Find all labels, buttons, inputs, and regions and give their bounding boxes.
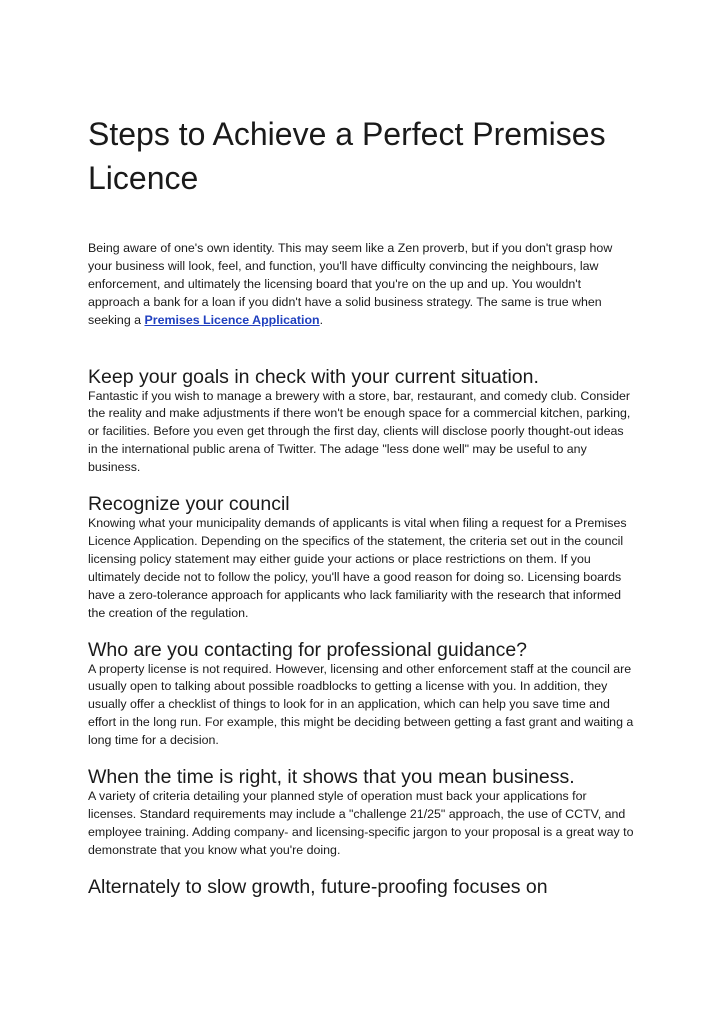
intro-text: Being aware of one's own identity. This may seem like a Zen proverb, but if you don't grasp how your business will look, feel, and function, you'll have difficulty convincing the neighbours, law enforcement, and ultimately the licensing board that you're on the up and up. You wouldn't approach a bank for a loan if you didn't have a solid business strategy. The same is true when seeking a — [88, 241, 613, 327]
page-title: Steps to Achieve a Perfect Premises Licence — [88, 116, 606, 196]
section-body: Knowing what your municipality demands of applicants is vital when filing a request for a Premises Licence Application. Depending on the specifics of the statement, the criteria set out in the council licensing policy statement may either guide your actions or place restrictions on them. If you ultimately decide not to follow the policy, you'll have a good reason for doing so. Licensing boards have a zero-tolerance approach for applicants who lack familiarity with the research that informed the creation of the regulation. — [88, 516, 627, 620]
section-business — [88, 766, 636, 860]
section-body: A variety of criteria detailing your planned style of operation must back your applications for licenses. Standard requirements may include a "challenge 21/25" approach, the use of CCTV, and employee training. Adding company- and licensing-specific jargon to your proposal is a great way to demonstrate that you know what you're doing. — [88, 789, 634, 857]
section-heading: Who are you contacting for professional guidance? — [88, 638, 528, 661]
section-heading: Alternately to slow growth, future-proofing focuses on — [88, 875, 548, 898]
section-heading: When the time is right, it shows that you mean business. — [88, 766, 575, 789]
section-goals — [88, 366, 636, 478]
section-heading: Keep your goals in check with your current situation. — [88, 365, 539, 388]
section-body: A property license is not required. However, licensing and other enforcement staff at the council are usually open to talking about possible roadblocks to getting a license with you. In addition, they usually offer a checklist of things to look for in an application, which can help you save time and effort in the long run. For example, this might be deciding between getting a fast grant and waiting a long time for a decision. — [88, 661, 634, 748]
section-future-proofing — [88, 876, 636, 898]
section-body: Fantastic if you wish to manage a brewery with a store, bar, restaurant, and comedy club. Consider the reality and make adjustments if there won't be enough space for a commercial kitchen, parking, or facilities. Before you even get through the first day, clients will disclose poorly thought-out ideas in the international public arena of Twitter. The adage "less done well" may be useful to any business. — [88, 388, 631, 475]
section-guidance — [88, 639, 636, 751]
intro-paragraph — [88, 240, 636, 330]
section-council — [88, 493, 636, 622]
section-heading: Recognize your council — [88, 493, 290, 516]
premises-licence-application-link[interactable]: Premises Licence Application — [144, 312, 320, 327]
document-page — [88, 112, 636, 914]
intro-text-end: . — [319, 312, 324, 327]
